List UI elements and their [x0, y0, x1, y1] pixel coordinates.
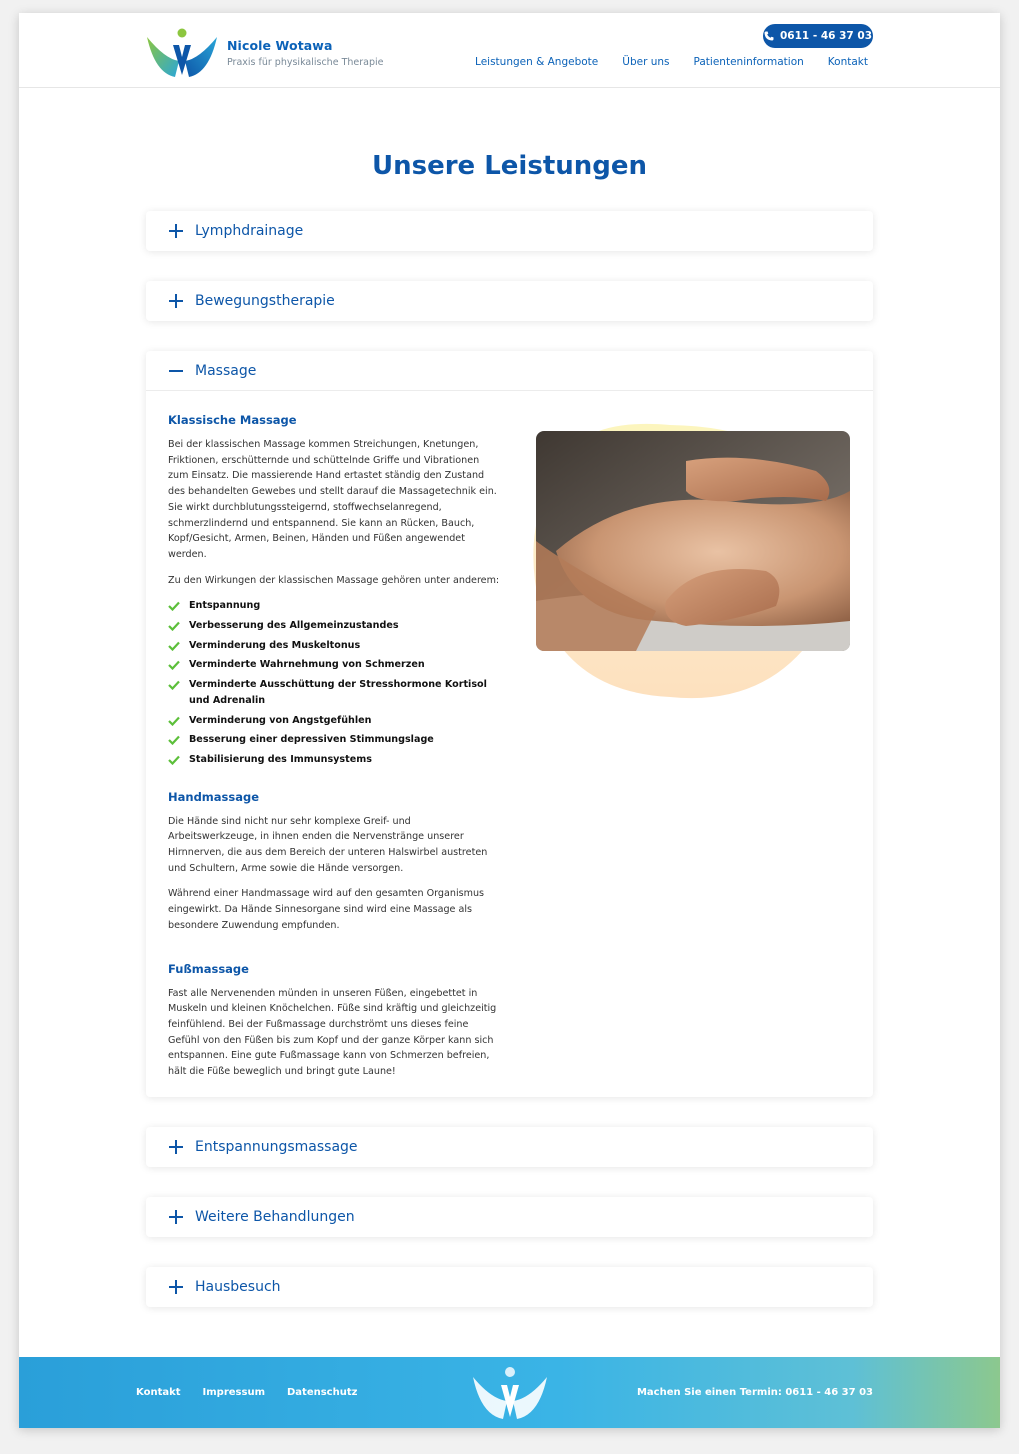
check-icon [168, 680, 180, 690]
accordion-weitere-behandlungen[interactable] [146, 1197, 873, 1237]
paragraph: Bei der klassischen Massage kommen Streichungen, Knetungen, Friktionen, erschütternde und schüttelnde Griffe und Vibrationen zum Einsatz. Die massierende Hand ertastet ständig den Zustand des behandelten Gewebes und stellt darauf die Massagetechnik ein. Sie wirkt durchblutungssteigernd, stoffwechselanregend, schmerzlindernd und entspannend. Sie kann an Rücken, Bauch, Kopf/Gesicht, Armen, Beinen, Händen und Füßen angewendet werden. [168, 439, 497, 560]
check-icon [168, 755, 180, 765]
accordion-label: Hausbesuch [195, 1279, 281, 1295]
list-item: Verminderung des Muskeltonus [168, 638, 500, 654]
brand-name: Nicole Wotawa [227, 38, 333, 53]
page-frame [19, 13, 1000, 1428]
list-item: Verminderte Wahrnehmung von Schmerzen [168, 657, 500, 673]
footer-link-kontakt[interactable]: Kontakt [136, 1387, 181, 1398]
paragraph: Fast alle Nervenenden münden in unseren Füßen, eingebettet in Muskeln und kleinen Knöchelchen. Füße sind kräftig und gleichzeitig feinfühlend. Bei der Fußmassage durchströmt uns dieses feine Gefühl von den Füßen bis zum Kopf und der ganze Körper kann sich entspannen. Eine gute Fußmassage kann von Schmerzen befreien, hält die Füße beweglich und bringt gute Laune! [168, 987, 497, 1078]
accordion-massage-header[interactable] [146, 351, 873, 391]
accordion-label: Massage [195, 362, 257, 379]
footer-logo-icon [471, 1365, 549, 1421]
logo-icon [145, 27, 219, 79]
list-item: Verminderte Ausschüttung der Stresshormone Kortisol und Adrenalin [168, 677, 500, 708]
plus-icon [169, 224, 183, 238]
page-title: Unsere Leistungen [371, 151, 648, 181]
massage-image-area [520, 407, 865, 707]
logo-link[interactable] [145, 27, 383, 79]
nav-ueber-uns[interactable]: Über uns [622, 56, 670, 68]
accordion-entspannungsmassage[interactable] [146, 1127, 873, 1167]
phone-number: 0611 - 46 37 03 [779, 30, 873, 42]
paragraph: Die Hände sind nicht nur sehr komplexe Greif- und Arbeitswerkzeuge, in ihnen enden die Nervenstränge unserer Hirnnerven, die aus dem Bereich der unteren Halswirbel austreten und Schultern, Arme sowie die Hände versorgen. [168, 815, 488, 874]
check-icon [168, 621, 180, 631]
phone-button[interactable] [763, 24, 873, 48]
nav-patienteninformation[interactable]: Patienteninformation [693, 56, 804, 68]
check-icon [168, 641, 180, 651]
accordion-lymphdrainage[interactable] [146, 211, 873, 251]
paragraph: Während einer Handmassage wird auf den gesamten Organismus eingewirkt. Da Hände Sinnesorgane sind wird eine Massage als besondere Zuwendung empfunden. [168, 888, 485, 931]
check-icon [168, 735, 180, 745]
footer-cta: Machen Sie einen Termin: 0611 - 46 37 03 [636, 1387, 873, 1398]
footer-link-impressum[interactable]: Impressum [202, 1387, 265, 1398]
plus-icon [169, 1210, 183, 1224]
massage-photo [536, 431, 850, 651]
massage-content [168, 413, 500, 1090]
check-icon [168, 716, 180, 726]
main-nav [475, 56, 868, 68]
accordion-bewegungstherapie[interactable] [146, 281, 873, 321]
list-item: Stabilisierung des Immunsystems [168, 752, 500, 768]
list-item: Entspannung [168, 598, 500, 614]
list-item: Besserung einer depressiven Stimmungslage [168, 732, 500, 748]
phone-icon [764, 31, 774, 41]
site-header [19, 13, 1000, 88]
minus-icon [169, 364, 183, 378]
paragraph: Zu den Wirkungen der klassischen Massage gehören unter anderem: [168, 574, 500, 586]
accordion-massage [146, 351, 873, 1097]
list-item: Verminderung von Angstgefühlen [168, 713, 500, 729]
list-item: Verbesserung des Allgemeinzustandes [168, 618, 500, 634]
plus-icon [169, 294, 183, 308]
nav-kontakt[interactable]: Kontakt [827, 56, 868, 68]
plus-icon [169, 1280, 183, 1294]
section-title-klassisch: Klassische Massage [168, 413, 297, 427]
accordion-label: Entspannungsmassage [195, 1139, 358, 1155]
brand-subtitle: Praxis für physikalische Therapie [227, 57, 384, 68]
check-icon [168, 660, 180, 670]
accordion-label: Bewegungstherapie [195, 293, 335, 309]
site-footer [19, 1357, 1000, 1428]
check-icon [168, 601, 180, 611]
accordion-label: Lymphdrainage [195, 223, 304, 239]
footer-link-datenschutz[interactable]: Datenschutz [287, 1387, 358, 1398]
accordion-label: Weitere Behandlungen [195, 1209, 355, 1225]
nav-leistungen[interactable]: Leistungen & Angebote [475, 56, 599, 68]
effects-list [168, 598, 500, 767]
footer-links [136, 1387, 357, 1398]
plus-icon [169, 1140, 183, 1154]
section-title-hand: Handmassage [168, 789, 260, 804]
accordion-hausbesuch[interactable] [146, 1267, 873, 1307]
section-title-fuss: Fußmassage [168, 961, 249, 976]
